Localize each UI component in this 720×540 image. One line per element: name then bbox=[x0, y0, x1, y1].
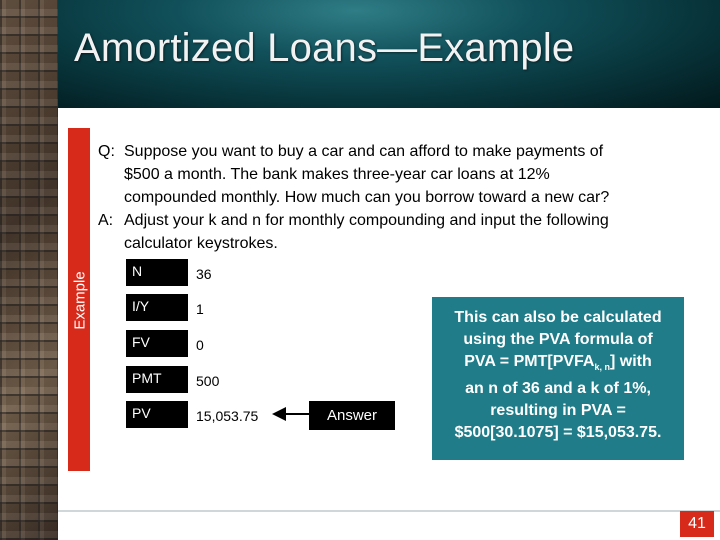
info-line: resulting in PVA = bbox=[490, 402, 626, 420]
info-line: using the PVA formula of bbox=[463, 331, 653, 348]
value-fv: 0 bbox=[196, 337, 204, 353]
key-iy: I/Y bbox=[126, 294, 188, 321]
key-pv: PV bbox=[126, 401, 188, 428]
value-pmt: 500 bbox=[196, 373, 220, 389]
question-block bbox=[98, 140, 698, 209]
question-line: compounded monthly. How much can you borrow toward a new car? bbox=[124, 189, 610, 206]
info-line-formula bbox=[438, 351, 678, 378]
info-line: an n of 36 and a k of 1%, bbox=[465, 380, 651, 398]
value-pv: 15,053.75 bbox=[196, 408, 259, 424]
value-n: 36 bbox=[196, 266, 212, 282]
answer-button[interactable]: Answer bbox=[309, 401, 395, 430]
key-n: N bbox=[126, 259, 188, 286]
question-line: Suppose you want to buy a car and can afford to make payments of bbox=[124, 143, 604, 160]
info-formula-post: ] with bbox=[610, 353, 652, 370]
key-pmt: PMT bbox=[126, 366, 188, 393]
answer-line: Adjust your k and n for monthly compounding and input the following bbox=[124, 212, 609, 229]
key-fv: FV bbox=[126, 330, 188, 357]
answer-block bbox=[98, 209, 698, 255]
value-iy: 1 bbox=[196, 301, 204, 317]
bottom-divider bbox=[58, 510, 720, 512]
info-formula-pre: PVA = PMT[PVFA bbox=[464, 353, 595, 370]
info-line: $500[30.1075] = $15,053.75. bbox=[454, 424, 662, 442]
answer-label: A: bbox=[98, 212, 114, 229]
page-number: 41 bbox=[680, 511, 714, 537]
answer-line: calculator keystrokes. bbox=[124, 235, 278, 252]
info-line: This can also be calculated bbox=[454, 309, 662, 326]
left-arrow-icon bbox=[272, 407, 286, 421]
question-label: Q: bbox=[98, 143, 115, 160]
example-side-tab-label-wrap bbox=[70, 255, 90, 345]
info-formula-sub: k, n bbox=[594, 362, 610, 373]
question-line: $500 a month. The bank makes three-year car loans at 12% bbox=[124, 166, 550, 183]
example-side-tab-label: Example bbox=[71, 270, 89, 330]
pva-info-box bbox=[432, 297, 684, 460]
slide-title: Amortized Loans—Example bbox=[74, 26, 575, 70]
brick-texture-shade bbox=[0, 0, 58, 540]
